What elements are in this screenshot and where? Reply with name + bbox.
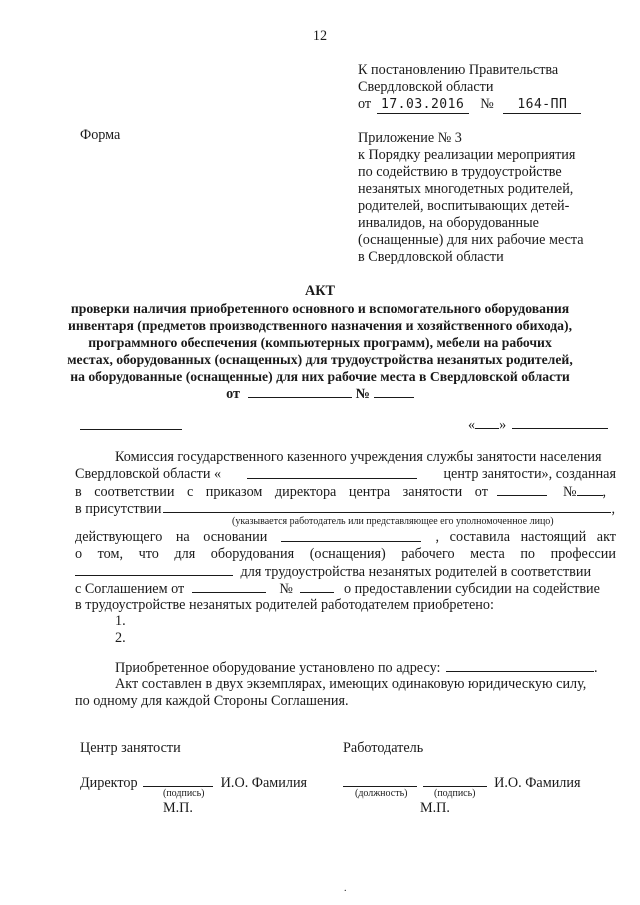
body-line xyxy=(75,466,616,483)
page-number: 12 xyxy=(312,28,328,44)
appendix-line: незанятых многодетных родителей, xyxy=(358,181,574,197)
body-text: № xyxy=(563,484,577,500)
body-text: о предоставлении субсидии на содействие xyxy=(343,581,600,597)
decree-line-2: Свердловской области xyxy=(358,79,494,95)
body-text: для трудоустройства незанятых родителей в соответствии xyxy=(240,564,592,580)
body-text: в соответствии с приказом директора центра занятости от xyxy=(75,484,488,500)
body-line xyxy=(75,483,616,501)
close-quote: » xyxy=(499,417,507,433)
presence-field[interactable] xyxy=(163,500,611,513)
decree-date-line xyxy=(358,96,581,114)
body-text: . xyxy=(593,660,598,676)
act-number-line xyxy=(0,385,640,403)
month-year-field[interactable] xyxy=(512,416,608,429)
list-item: 2. xyxy=(115,630,126,646)
body-text: Свердловской области « xyxy=(75,466,222,482)
decree-line-1: К постановлению Правительства xyxy=(358,62,559,78)
act-date-field[interactable] xyxy=(248,385,352,398)
body-text: центр занятости», созданная xyxy=(443,466,616,482)
body-line: в трудоустройстве незанятых родителей работодателем приобретено: xyxy=(75,597,494,613)
director-name: И.О. Фамилия xyxy=(220,775,308,791)
footer-mark: . xyxy=(344,883,347,894)
appendix-line: к Порядку реализации мероприятия xyxy=(358,147,576,163)
body-text: действующего на основании xyxy=(75,529,268,545)
appendix-title: Приложение № 3 xyxy=(358,130,462,146)
body-line: о том, что для оборудования (оснащения) рабочего места по профессии xyxy=(75,546,616,562)
decree-no-label: № xyxy=(480,96,494,112)
act-subtitle-line: проверки наличия приобретенного основного и вспомогательного оборудования xyxy=(70,301,570,316)
act-subtitle-line: программного обеспечения (компьютерных программ), мебели на рабочих xyxy=(88,335,552,350)
address-line xyxy=(115,659,598,677)
center-name-field[interactable] xyxy=(247,466,417,479)
body-line: Акт составлен в двух экземплярах, имеющих одинаковую юридическую силу, xyxy=(115,676,587,692)
employer-note: (указывается работодатель или представляющее его уполномоченное лицо) xyxy=(232,516,554,527)
act-subtitle-line: на оборудованные (оснащенные) для них рабочие места в Свердловской области xyxy=(70,369,570,384)
body-text: в присутствии xyxy=(75,501,162,517)
appendix-line: (оснащенные) для них рабочие места xyxy=(358,232,584,248)
act-no-label: № xyxy=(355,386,370,402)
body-text: , составила настоящий акт xyxy=(435,529,616,545)
signature-left-header: Центр занятости xyxy=(80,740,181,756)
sign-note: (подпись) xyxy=(434,788,476,799)
day-field[interactable] xyxy=(475,416,499,429)
agreement-number-field[interactable] xyxy=(300,580,334,593)
appendix-line: в Свердловской области xyxy=(358,249,504,265)
appendix-line: инвалидов, на оборудованные xyxy=(358,215,539,231)
body-text: Приобретенное оборудование установлено по адресу: xyxy=(115,660,441,676)
act-title: АКТ xyxy=(305,283,335,299)
profession-field[interactable] xyxy=(75,563,233,576)
body-text: с Соглашением от xyxy=(75,581,185,597)
employer-name: И.О. Фамилия xyxy=(494,775,581,791)
body-text: № xyxy=(279,581,293,597)
decree-from-label: от xyxy=(358,96,372,112)
body-line xyxy=(75,563,591,581)
list-item: 1. xyxy=(115,613,126,629)
order-date-field[interactable] xyxy=(497,483,547,496)
director-label: Директор xyxy=(80,775,138,791)
open-quote: « xyxy=(468,417,476,433)
appendix-line: родителей, воспитывающих детей- xyxy=(358,198,570,214)
decree-date: 17.03.2016 xyxy=(377,96,469,114)
act-date-row xyxy=(468,416,608,434)
act-from-label: от xyxy=(226,386,241,402)
body-line: Комиссия государственного казенного учреждения службы занятости населения xyxy=(115,449,602,465)
act-subtitle-line: местах, оборудованных (оснащенных) для трудоустройства незанятых родителей, xyxy=(67,352,573,367)
act-place-field[interactable] xyxy=(80,416,182,430)
order-number-field[interactable] xyxy=(577,483,603,496)
body-line: по одному для каждой Стороны Соглашения. xyxy=(75,693,349,709)
form-label: Форма xyxy=(80,127,121,143)
agreement-date-field[interactable] xyxy=(192,580,266,593)
act-number-field[interactable] xyxy=(374,385,414,398)
appendix-line: по содействию в трудоустройстве xyxy=(358,164,562,180)
signature-right-header: Работодатель xyxy=(343,740,424,756)
body-text: , xyxy=(602,484,607,500)
basis-field[interactable] xyxy=(281,529,421,542)
address-field[interactable] xyxy=(446,659,594,672)
director-signature-field[interactable] xyxy=(143,774,213,787)
body-text: , xyxy=(611,501,616,517)
employer-position-field[interactable] xyxy=(343,774,417,787)
employer-signature-field[interactable] xyxy=(423,774,487,787)
act-subtitle-line: инвентаря (предметов производственного назначения и хозяйственного обихода), xyxy=(67,318,573,333)
position-note: (должность) xyxy=(355,788,408,799)
decree-number: 164-ПП xyxy=(503,96,581,114)
body-line xyxy=(75,580,616,598)
stamp-left: М.П. xyxy=(163,800,193,816)
sign-note: (подпись) xyxy=(163,788,205,799)
stamp-right: М.П. xyxy=(420,800,450,816)
body-line xyxy=(75,529,616,546)
